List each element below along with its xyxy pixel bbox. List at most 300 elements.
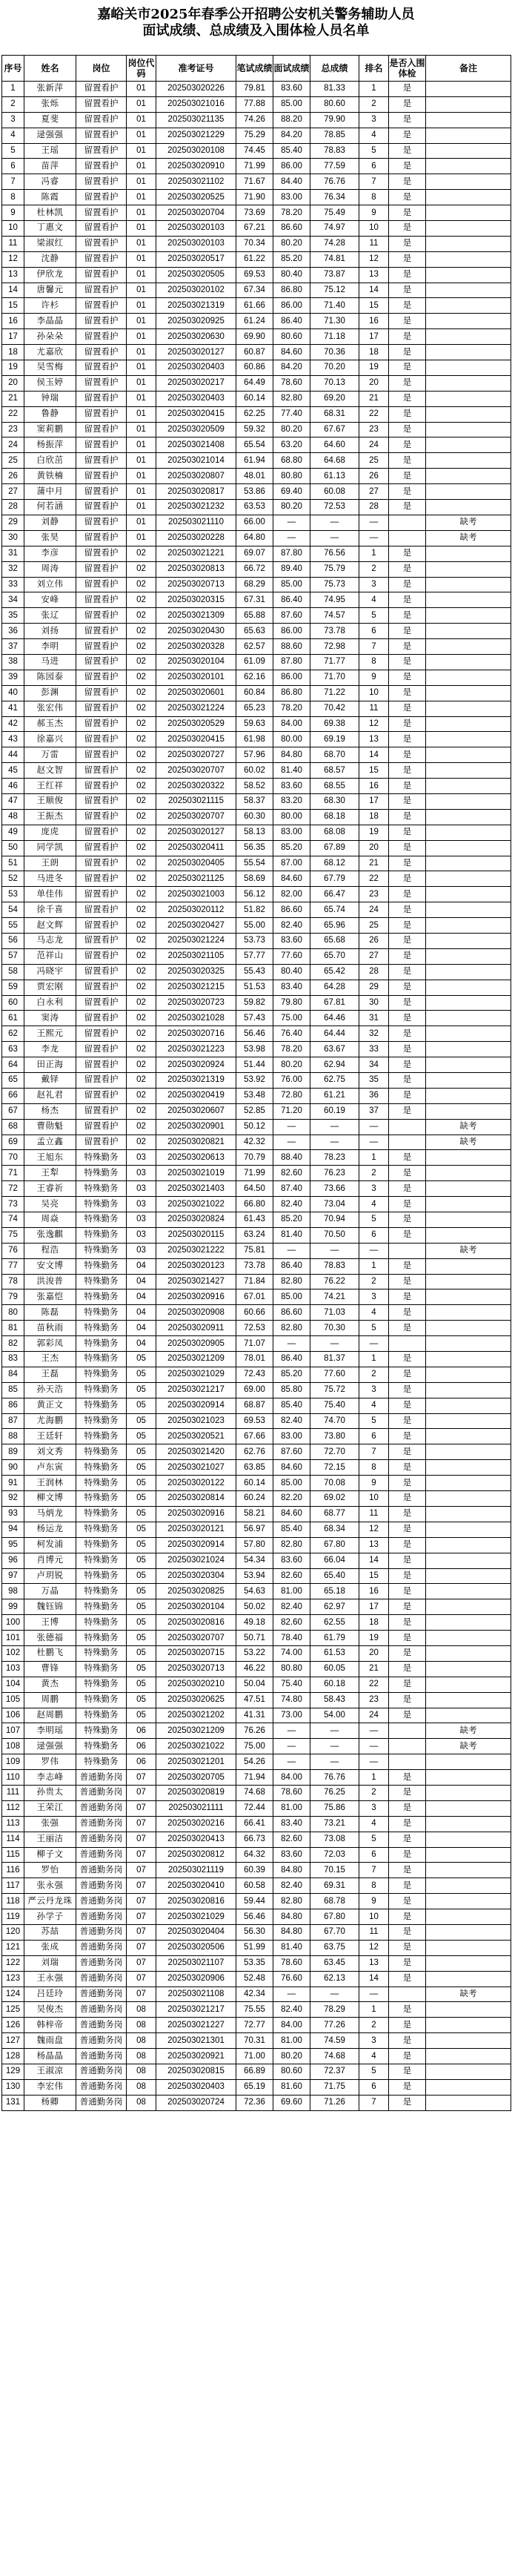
- cell-total-score: —: [310, 1243, 359, 1258]
- table-row: [2, 793, 511, 809]
- cell-total-score: 70.15: [310, 1863, 359, 1878]
- cell-total-score: 63.67: [310, 1042, 359, 1057]
- cell-total-score: 70.42: [310, 701, 359, 716]
- cell-rank: 20: [359, 1645, 389, 1661]
- cell-index: 17: [2, 329, 24, 345]
- cell-medical-check: 是: [389, 1413, 426, 1429]
- cell-index: 130: [2, 2079, 24, 2095]
- cell-rank: 17: [359, 793, 389, 809]
- cell-interview-score: 86.60: [273, 902, 310, 918]
- table-row: [2, 1367, 511, 1382]
- cell-name: 李志峰: [24, 1770, 76, 1786]
- cell-total-score: 76.23: [310, 1166, 359, 1181]
- cell-remark: [426, 406, 511, 422]
- cell-medical-check: 是: [389, 2033, 426, 2049]
- table-row: [2, 1645, 511, 1661]
- cell-total-score: 62.13: [310, 1971, 359, 1987]
- cell-medical-check: 是: [389, 624, 426, 639]
- cell-rank: 14: [359, 1971, 389, 1987]
- cell-post: 普通勤务岗: [76, 1924, 127, 1940]
- cell-name: 赵文智: [24, 763, 76, 779]
- cell-interview-score: 88.20: [273, 112, 310, 128]
- cell-written-score: 73.78: [236, 1258, 273, 1274]
- cell-post: 普通勤务岗: [76, 2064, 127, 2080]
- cell-interview-score: 83.60: [273, 1847, 310, 1863]
- cell-total-score: 73.66: [310, 1181, 359, 1197]
- cell-post-code: 02: [127, 624, 156, 639]
- cell-interview-score: 78.60: [273, 1785, 310, 1800]
- cell-rank: 28: [359, 964, 389, 980]
- cell-name: 李明瑶: [24, 1723, 76, 1739]
- cell-exam-id: 202503020601: [156, 685, 236, 701]
- cell-index: 43: [2, 732, 24, 747]
- cell-index: 87: [2, 1413, 24, 1429]
- table-row: [2, 1770, 511, 1786]
- cell-name: 张成: [24, 1940, 76, 1955]
- cell-total-score: 72.98: [310, 639, 359, 655]
- cell-name: 王淑凉: [24, 2064, 76, 2080]
- cell-post-code: 02: [127, 685, 156, 701]
- cell-post-code: 05: [127, 1506, 156, 1522]
- cell-name: 苏喆: [24, 1924, 76, 1940]
- cell-remark: [426, 639, 511, 655]
- cell-medical-check: 是: [389, 654, 426, 670]
- table-row: [2, 2064, 511, 2080]
- cell-name: 侯玉婷: [24, 375, 76, 391]
- cell-rank: —: [359, 1723, 389, 1739]
- cell-total-score: 68.34: [310, 1522, 359, 1537]
- cell-index: 66: [2, 1088, 24, 1103]
- cell-post: 留置看护: [76, 1119, 127, 1135]
- cell-interview-score: 82.60: [273, 1568, 310, 1584]
- cell-remark: [426, 608, 511, 624]
- table-row: [2, 1987, 511, 2002]
- cell-total-score: 71.03: [310, 1305, 359, 1321]
- cell-post: 特殊勤务: [76, 1599, 127, 1615]
- cell-total-score: —: [310, 1754, 359, 1770]
- cell-interview-score: 84.80: [273, 1863, 310, 1878]
- cell-medical-check: 是: [389, 1645, 426, 1661]
- header-col-total-score: 总成绩: [310, 56, 359, 82]
- cell-name: 张德福: [24, 1631, 76, 1646]
- cell-written-score: 71.99: [236, 1166, 273, 1181]
- cell-medical-check: 是: [389, 360, 426, 376]
- cell-medical-check: 是: [389, 298, 426, 314]
- cell-rank: 12: [359, 251, 389, 267]
- cell-interview-score: 86.80: [273, 685, 310, 701]
- cell-post-code: 01: [127, 96, 156, 112]
- cell-medical-check: 是: [389, 2018, 426, 2033]
- cell-exam-id: 202503021024: [156, 1553, 236, 1568]
- cell-written-score: 59.82: [236, 995, 273, 1011]
- cell-post: 留置看护: [76, 406, 127, 422]
- cell-written-score: 50.02: [236, 1599, 273, 1615]
- cell-index: 127: [2, 2033, 24, 2049]
- cell-post-code: 01: [127, 112, 156, 128]
- cell-written-score: 60.66: [236, 1305, 273, 1321]
- cell-medical-check: 是: [389, 1692, 426, 1708]
- cell-medical-check: 是: [389, 933, 426, 948]
- cell-total-score: 67.89: [310, 840, 359, 856]
- table-row: [2, 1800, 511, 1816]
- cell-remark: [426, 871, 511, 887]
- cell-rank: 20: [359, 840, 389, 856]
- cell-post: 留置看护: [76, 933, 127, 948]
- cell-name: 王犁: [24, 1166, 76, 1181]
- cell-interview-score: 82.00: [273, 887, 310, 902]
- cell-rank: 14: [359, 283, 389, 298]
- cell-post: 留置看护: [76, 980, 127, 995]
- cell-post-code: 05: [127, 1645, 156, 1661]
- cell-exam-id: 202503021108: [156, 1987, 236, 2002]
- cell-post-code: 02: [127, 964, 156, 980]
- table-row: [2, 1057, 511, 1073]
- cell-rank: 8: [359, 1460, 389, 1476]
- table-row: [2, 840, 511, 856]
- cell-index: 36: [2, 624, 24, 639]
- cell-name: 柯发浦: [24, 1537, 76, 1553]
- cell-post-code: 02: [127, 670, 156, 685]
- table-row: [2, 1026, 511, 1042]
- cell-index: 54: [2, 902, 24, 918]
- cell-remark: [426, 1197, 511, 1212]
- cell-exam-id: 202503020607: [156, 1103, 236, 1119]
- cell-interview-score: 87.80: [273, 546, 310, 561]
- cell-post-code: 01: [127, 221, 156, 237]
- cell-exam-id: 202503020905: [156, 1336, 236, 1352]
- cell-rank: 2: [359, 1367, 389, 1382]
- cell-interview-score: 83.60: [273, 1553, 310, 1568]
- cell-rank: 15: [359, 763, 389, 779]
- cell-name: 魏雨盘: [24, 2033, 76, 2049]
- cell-exam-id: 202503020707: [156, 809, 236, 825]
- cell-exam-id: 202503020916: [156, 1506, 236, 1522]
- cell-exam-id: 202503020217: [156, 375, 236, 391]
- cell-medical-check: 是: [389, 1382, 426, 1398]
- cell-remark: [426, 1940, 511, 1955]
- cell-name: 逯强强: [24, 128, 76, 143]
- cell-post-code: 02: [127, 1119, 156, 1135]
- cell-interview-score: 82.40: [273, 2002, 310, 2018]
- cell-exam-id: 202503020325: [156, 964, 236, 980]
- cell-remark: [426, 314, 511, 329]
- cell-medical-check: 是: [389, 1568, 426, 1584]
- cell-rank: —: [359, 1987, 389, 2002]
- cell-total-score: 61.21: [310, 1088, 359, 1103]
- cell-medical-check: [389, 1739, 426, 1754]
- cell-index: 49: [2, 825, 24, 840]
- cell-written-score: 72.43: [236, 1367, 273, 1382]
- cell-post-code: 08: [127, 2079, 156, 2095]
- cell-post-code: 01: [127, 128, 156, 143]
- cell-total-score: 71.26: [310, 2095, 359, 2110]
- cell-post: 留置看护: [76, 251, 127, 267]
- cell-medical-check: 是: [389, 2079, 426, 2095]
- cell-post-code: 01: [127, 391, 156, 406]
- table-row: [2, 1568, 511, 1584]
- cell-post: 特殊勤务: [76, 1398, 127, 1413]
- cell-medical-check: 是: [389, 1212, 426, 1228]
- cell-exam-id: 202503020613: [156, 1150, 236, 1166]
- cell-rank: 22: [359, 1677, 389, 1692]
- cell-remark: [426, 1661, 511, 1677]
- cell-post: 特殊勤务: [76, 1460, 127, 1476]
- cell-medical-check: 是: [389, 1429, 426, 1444]
- cell-rank: 16: [359, 1584, 389, 1599]
- cell-interview-score: 81.00: [273, 1584, 310, 1599]
- cell-rank: 11: [359, 1924, 389, 1940]
- cell-index: 6: [2, 159, 24, 174]
- cell-index: 11: [2, 236, 24, 251]
- cell-remark: [426, 1522, 511, 1537]
- cell-post-code: 08: [127, 2095, 156, 2110]
- cell-total-score: 77.26: [310, 2018, 359, 2033]
- cell-exam-id: 202503020713: [156, 1661, 236, 1677]
- cell-written-score: 59.44: [236, 1894, 273, 1909]
- cell-remark: [426, 1832, 511, 1847]
- table-row: [2, 1723, 511, 1739]
- cell-index: 125: [2, 2002, 24, 2018]
- cell-remark: [426, 592, 511, 608]
- cell-remark: [426, 1321, 511, 1336]
- cell-name: 田正海: [24, 1057, 76, 1073]
- cell-rank: 4: [359, 1398, 389, 1413]
- cell-total-score: 60.08: [310, 484, 359, 500]
- cell-remark: [426, 2049, 511, 2064]
- cell-post-code: 01: [127, 236, 156, 251]
- cell-rank: 6: [359, 2079, 389, 2095]
- table-row: [2, 406, 511, 422]
- table-row: [2, 654, 511, 670]
- cell-name: 王丽洁: [24, 1832, 76, 1847]
- cell-exam-id: 202503020210: [156, 1677, 236, 1692]
- cell-interview-score: —: [273, 1336, 310, 1352]
- table-row: [2, 1739, 511, 1754]
- cell-name: 赵礼君: [24, 1088, 76, 1103]
- cell-written-score: 69.53: [236, 1413, 273, 1429]
- cell-medical-check: 是: [389, 592, 426, 608]
- cell-exam-id: 202503020525: [156, 190, 236, 205]
- cell-remark: [426, 190, 511, 205]
- cell-index: 70: [2, 1150, 24, 1166]
- cell-interview-score: 73.00: [273, 1708, 310, 1723]
- cell-remark: [426, 747, 511, 763]
- cell-remark: 缺考: [426, 515, 511, 530]
- cell-post: 留置看护: [76, 561, 127, 577]
- cell-post: 留置看护: [76, 608, 127, 624]
- cell-medical-check: 是: [389, 314, 426, 329]
- cell-total-score: 67.80: [310, 1909, 359, 1925]
- cell-written-score: 60.14: [236, 391, 273, 406]
- cell-post: 留置看护: [76, 375, 127, 391]
- cell-rank: 22: [359, 406, 389, 422]
- cell-remark: [426, 964, 511, 980]
- cell-exam-id: 202503020427: [156, 918, 236, 934]
- cell-rank: 3: [359, 112, 389, 128]
- cell-post: 留置看护: [76, 1073, 127, 1089]
- cell-post-code: 03: [127, 1243, 156, 1258]
- cell-rank: 29: [359, 980, 389, 995]
- cell-written-score: 58.52: [236, 779, 273, 794]
- cell-rank: 10: [359, 685, 389, 701]
- cell-rank: 17: [359, 1599, 389, 1615]
- cell-post: 留置看护: [76, 809, 127, 825]
- cell-total-score: 63.75: [310, 1940, 359, 1955]
- cell-medical-check: 是: [389, 391, 426, 406]
- cell-post: 特殊勤务: [76, 1212, 127, 1228]
- cell-interview-score: 80.20: [273, 1057, 310, 1073]
- cell-name: 王廷轩: [24, 1429, 76, 1444]
- cell-index: 34: [2, 592, 24, 608]
- cell-name: 鲁静: [24, 406, 76, 422]
- cell-post: 留置看护: [76, 345, 127, 360]
- header-col-index: 序号: [2, 56, 24, 82]
- table-row: [2, 1181, 511, 1197]
- cell-post-code: 05: [127, 1352, 156, 1367]
- cell-rank: 11: [359, 701, 389, 716]
- cell-index: 39: [2, 670, 24, 685]
- cell-remark: [426, 1429, 511, 1444]
- cell-written-score: 64.32: [236, 1847, 273, 1863]
- cell-post: 留置看护: [76, 96, 127, 112]
- cell-exam-id: 202503020813: [156, 561, 236, 577]
- cell-medical-check: 是: [389, 793, 426, 809]
- cell-name: 丁惠文: [24, 221, 76, 237]
- cell-written-score: 73.69: [236, 205, 273, 221]
- cell-total-score: 68.70: [310, 747, 359, 763]
- cell-written-score: 64.80: [236, 530, 273, 546]
- cell-name: 马志龙: [24, 933, 76, 948]
- cell-post: 留置看护: [76, 701, 127, 716]
- cell-rank: 25: [359, 453, 389, 469]
- cell-interview-score: 84.80: [273, 1924, 310, 1940]
- cell-post-code: 02: [127, 1011, 156, 1026]
- cell-remark: [426, 1057, 511, 1073]
- cell-exam-id: 202503021023: [156, 1413, 236, 1429]
- table-row: [2, 980, 511, 995]
- cell-exam-id: 202503020103: [156, 236, 236, 251]
- cell-written-score: 60.14: [236, 1476, 273, 1491]
- cell-total-score: 60.18: [310, 1677, 359, 1692]
- cell-written-score: 53.98: [236, 1042, 273, 1057]
- cell-medical-check: 是: [389, 685, 426, 701]
- cell-name: 苗萍: [24, 159, 76, 174]
- cell-interview-score: 84.80: [273, 747, 310, 763]
- cell-rank: 4: [359, 2049, 389, 2064]
- cell-total-score: 64.28: [310, 980, 359, 995]
- cell-name: 梁淑红: [24, 236, 76, 251]
- cell-post-code: 05: [127, 1491, 156, 1507]
- cell-post-code: 05: [127, 1677, 156, 1692]
- cell-remark: [426, 1011, 511, 1026]
- header-col-rank: 排名: [359, 56, 389, 82]
- cell-interview-score: 78.20: [273, 701, 310, 716]
- table-row: [2, 2095, 511, 2110]
- cell-rank: 1: [359, 82, 389, 97]
- cell-medical-check: 是: [389, 345, 426, 360]
- cell-rank: 19: [359, 1631, 389, 1646]
- cell-total-score: 60.19: [310, 1103, 359, 1119]
- cell-remark: [426, 2079, 511, 2095]
- cell-post: 特殊勤务: [76, 1289, 127, 1305]
- cell-index: 88: [2, 1429, 24, 1444]
- cell-medical-check: 是: [389, 1197, 426, 1212]
- cell-exam-id: 202503020817: [156, 484, 236, 500]
- cell-post: 普通勤务岗: [76, 2018, 127, 2033]
- cell-post-code: 04: [127, 1274, 156, 1289]
- table-row: [2, 1476, 511, 1491]
- cell-rank: 15: [359, 1568, 389, 1584]
- cell-post: 留置看护: [76, 716, 127, 732]
- cell-post-code: 02: [127, 1026, 156, 1042]
- cell-index: 32: [2, 561, 24, 577]
- cell-post-code: 02: [127, 747, 156, 763]
- table-row: [2, 484, 511, 500]
- cell-interview-score: 87.80: [273, 654, 310, 670]
- cell-index: 101: [2, 1631, 24, 1646]
- cell-interview-score: 88.40: [273, 1150, 310, 1166]
- cell-interview-score: 83.60: [273, 82, 310, 97]
- cell-post: 留置看护: [76, 500, 127, 515]
- cell-post-code: 03: [127, 1166, 156, 1181]
- cell-exam-id: 202503020403: [156, 360, 236, 376]
- cell-medical-check: 是: [389, 2095, 426, 2110]
- cell-remark: [426, 716, 511, 732]
- cell-interview-score: —: [273, 1739, 310, 1754]
- cell-post-code: 05: [127, 1553, 156, 1568]
- cell-interview-score: 69.60: [273, 2095, 310, 2110]
- cell-medical-check: 是: [389, 1940, 426, 1955]
- cell-post: 普通勤务岗: [76, 1878, 127, 1894]
- cell-name: 罗怡: [24, 1863, 76, 1878]
- cell-remark: [426, 236, 511, 251]
- cell-name: 张辽: [24, 608, 76, 624]
- cell-written-score: 71.00: [236, 2049, 273, 2064]
- cell-post-code: 02: [127, 918, 156, 934]
- cell-rank: 5: [359, 1212, 389, 1228]
- cell-total-score: 62.97: [310, 1599, 359, 1615]
- cell-interview-score: 80.20: [273, 500, 310, 515]
- cell-post: 留置看护: [76, 995, 127, 1011]
- cell-rank: 4: [359, 1305, 389, 1321]
- table-row: [2, 298, 511, 314]
- cell-post: 留置看护: [76, 732, 127, 747]
- cell-medical-check: 是: [389, 1909, 426, 1925]
- table-row: [2, 825, 511, 840]
- cell-medical-check: 是: [389, 1476, 426, 1491]
- cell-post: 特殊勤务: [76, 1661, 127, 1677]
- cell-name: 王瑶: [24, 143, 76, 159]
- cell-interview-score: 85.00: [273, 577, 310, 592]
- cell-rank: 26: [359, 933, 389, 948]
- cell-exam-id: 202503020104: [156, 654, 236, 670]
- cell-total-score: 65.40: [310, 1568, 359, 1584]
- cell-post: 普通勤务岗: [76, 2095, 127, 2110]
- cell-exam-id: 202503020924: [156, 1057, 236, 1073]
- cell-rank: —: [359, 1119, 389, 1135]
- cell-name: 杜林凯: [24, 205, 76, 221]
- cell-interview-score: 78.20: [273, 205, 310, 221]
- cell-interview-score: 84.60: [273, 871, 310, 887]
- cell-index: 23: [2, 422, 24, 437]
- cell-interview-score: 85.40: [273, 1522, 310, 1537]
- cell-post-code: 01: [127, 484, 156, 500]
- cell-rank: 7: [359, 1444, 389, 1460]
- cell-name: 卢东寅: [24, 1460, 76, 1476]
- cell-post: 普通勤务岗: [76, 1800, 127, 1816]
- cell-post: 普通勤务岗: [76, 1847, 127, 1863]
- cell-post-code: 01: [127, 500, 156, 515]
